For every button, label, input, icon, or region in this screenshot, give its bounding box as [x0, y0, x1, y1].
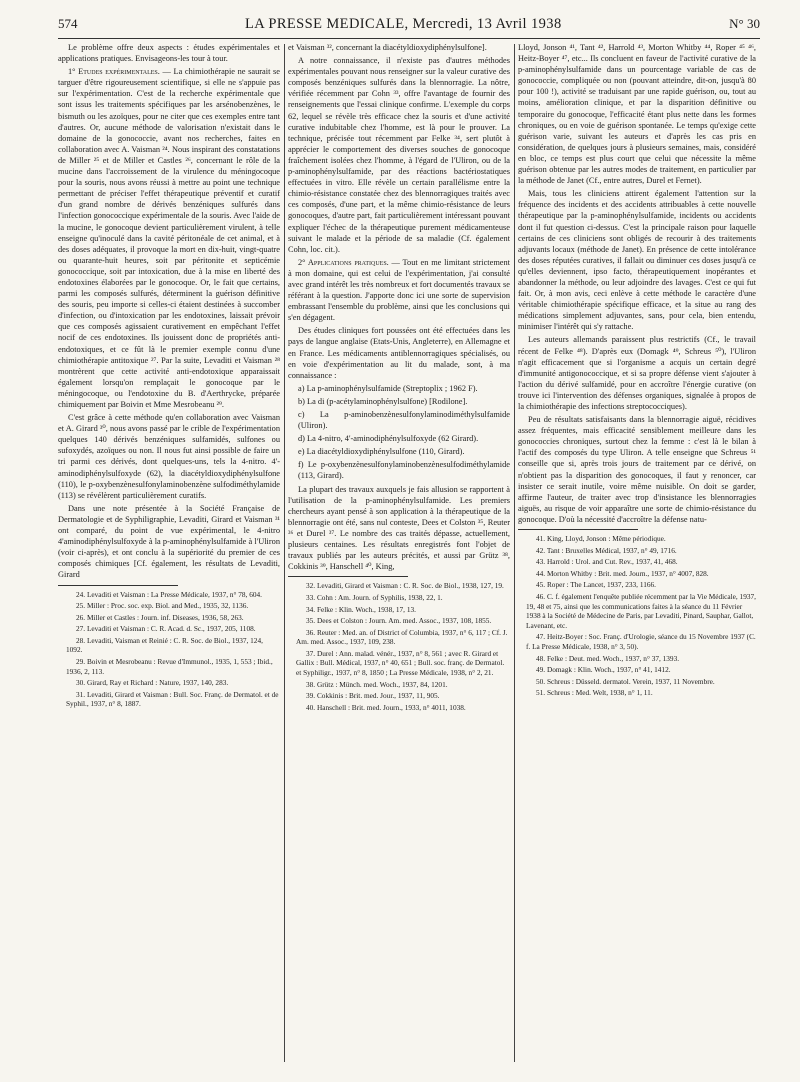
- paragraph: Le problème offre deux aspects : études expérimentales et applications pratiques. Envisageons-les tour à tour.: [58, 43, 280, 64]
- list-item: b) La di (p-acétylaminophénylsulfone) [Rodilone].: [298, 396, 468, 406]
- footnote-rule: [58, 585, 178, 586]
- paragraph: Les auteurs allemands paraissent plus restrictifs (Cf., le travail récent de Felke ⁴⁸). D'après eux (Domagk ⁴⁹, Schreus ⁵⁰), l'Uliron n'agit efficacement que si l'organisme a acquis un certain degré d'immunité antigonococcique, et si sa propre défense vient s'ajouter à l'action du dérivé sulfamidé, pour en accroître l'énergie curative (on trouve ici l'intervention des défenses organiques, signalée à propos de la chimiothérapie des infections streptococciques).: [518, 335, 756, 411]
- footnote: 29. Boivin et Mesrobeanu : Revue d'Immunol., 1935, 1, 553 ; Ibid., 1936, 2, 113.: [66, 657, 273, 676]
- footnote-rule: [518, 529, 638, 530]
- footnotes: [288, 581, 510, 712]
- journal-title: LA PRESSE MEDICALE, Mercredi, 13 Avril 1938: [245, 16, 562, 32]
- footnote: 32. Levaditi, Girard et Vaisman : C. R. Soc. de Biol., 1938, 127, 19.: [306, 581, 504, 591]
- footnote: 25. Miller : Proc. soc. exp. Biol. and Med., 1935, 32, 1136.: [76, 601, 249, 611]
- footnote: 40. Hanschell : Brit. med. Journ., 1933, n° 4011, 1038.: [306, 702, 466, 712]
- footnote: 27. Levaditi et Vaisman : C. R. Acad. d. Sc., 1937, 205, 1108.: [76, 624, 256, 634]
- paragraph: Dans une note présentée à la Société Française de Dermatologie et de Syphiligraphie, Levaditi, Girard et Vaisman ³¹ ont comparé, du point de vue expérimental, le 4-nitro 4'aminodiphénylsulfoxyde à la p-aminophénylsulfamide à l'Uliron (voir ci-après), et ont conclu à la supériorité du premier de ces composés chimiques [Cf. également, les résultats de Levaditi, Girard: [58, 503, 280, 580]
- column-divider: [284, 44, 285, 1062]
- paragraph: et Vaisman ³², concernant la diacétyldioxydiphénylsulfone].: [288, 43, 487, 52]
- column-3: [518, 42, 756, 700]
- paragraph: Mais, tous les cliniciens attirent également l'attention sur la fréquence des incidents et des accidents attribuables à cette nouvelle thérapeutique par la p-aminophénylsulfamide, incidents ou accidents dont il fut question ci-dessus. C'est la principale raison pour laquelle certains de ces cliniciens sont obligés de recourir à des traitements adjuvants locaux (méthode de Janet). En présence de cette intolérance des doses réputées curatives, il fallait ou diminuer ces doses jusqu'à ce qu'elles deviennent, ipso facto, thérapeutiquement inopérantes et abandonner la méthode, ou leur adjoindre des lavages. C'est ce qui fut fait. Or, à mon avis, ceci enlève à cette méthode le caractère d'une véritable chimiothérapie spécifique efficace, et la situe au rang des médications simplement adjuvantes, sans, pour cela, bien entendu, minimiser l'intérêt qui s'y rattache.: [518, 189, 756, 332]
- footnote: 26. Miller et Castles : Journ. inf. Diseases, 1936, 58, 263.: [76, 612, 244, 622]
- footnote: 30. Girard, Ray et Richard : Nature, 1937, 140, 283.: [76, 678, 229, 688]
- page-number: 574: [58, 16, 78, 31]
- footnote: 41. King, Lloyd, Jonson : Même périodique.: [536, 534, 666, 544]
- footnotes: [58, 590, 280, 710]
- section-heading: 2° Applications pratiques.: [298, 257, 389, 267]
- footnote: 36. Reuter : Med. an. of District of Columbia, 1937, n° 6, 117 ; Cf. J. Am. med. Assoc., 1937, 109, 238.: [296, 627, 508, 647]
- list-item: f) Le p-oxybenzènesulfonylaminobenzènesulfodiméthylamide (113, Girard).: [298, 460, 510, 481]
- column-2: [288, 42, 510, 714]
- paragraph: Peu de résultats satisfaisants dans la blennorragie aiguë, récidives assez fréquentes, mais efficacité sensiblement meilleure dans les gonococcies chroniques, surtout chez la femme : c'est là le bilan à l'actif des composés du type Uliron. A telle enseigne que Schreus ⁵¹ conseille que si, après trois jours de traitement par ce dérivé, on n'obtient pas la disparition des gonocoques, il faut y renoncer, car insister ce serait inutile, voire même nuisible. On doit se garder, affirme l'auteur, de traiter avec trop d'insistance les blennorragies aiguës, au risque de voir apparaître une sorte de chimio-résistance du gonocoque. D'où la nécessité d'accroître la défense natu-: [518, 415, 756, 524]
- column-divider: [514, 44, 515, 1062]
- paragraph: [58, 66, 280, 410]
- footnote: 38. Grütz : Münch. med. Woch., 1937, 84, 1201.: [306, 679, 448, 689]
- footnotes: [518, 534, 756, 698]
- footnote: 31. Levaditi, Girard et Vaisman : Bull. Soc. Franç. de Dermatol. et de Syphil., 1937, n° 8, 1887.: [66, 689, 279, 709]
- footnote: 35. Dees et Colston : Journ. Am. med. Assoc., 1937, 108, 1855.: [306, 616, 492, 626]
- list-item: d) La 4-nitro, 4'-aminodiphénylsulfoxyde (62 Girard).: [298, 434, 479, 444]
- footnote: 42. Tant : Bruxelles Médical, 1937, n° 49, 1716.: [536, 545, 677, 555]
- list-item: c) La p-aminobenzènesulfonylaminodiméthylsulfamide (Uliron).: [298, 410, 510, 431]
- footnote: 28. Levaditi, Vaisman et Reinié : C. R. Soc. de Biol., 1937, 124, 1092.: [66, 635, 263, 655]
- column-1: [58, 42, 280, 711]
- paragraph: C'est grâce à cette méthode qu'en collaboration avec Vaisman et A. Girard ³⁰, nous avons passé par le crible de l'expérimentation quelques 140 dérivés benzéniques sulfamidés, sulfones ou sufoxydés, azoïques ou non. Il nous fut ainsi possible de faire un tri parmi ces dérivés, dont quelques-uns, tels la 4-nitro. 4'-aminodiphénylsulfoxyde (62), la diacétyldioxydiphénylsulfone (110), le p-oxybenzènesulfonylaminobenzène sulfodiméthylamide (113) se révélèrent particulièrement curatifs.: [58, 413, 280, 500]
- footnote: 44. Morton Whitby : Brit. med. Journ., 1937, n° 4007, 828.: [536, 568, 709, 578]
- paragraph: A notre connaissance, il n'existe pas d'autres méthodes expérimentales pouvant nous renseigner sur la valeur curative des composés benzéniques sulfurés dans la blennorragie. La nôtre, vérifiée récemment par Cohn ³³, offre l'avantage de fournir des renseignements que l'essai clinique confirme. L'exemple du corps 62, lequel se révèle très efficace chez la souris et d'une activité curative indubitable chez l'homme, est là pour le prouver. La technique, précisée tout récemment par Felke ³⁴, sert plutôt à apprécier le comportement des diverses souches de gonocoque fraîchement isolées chez l'homme, à l'égard de l'Uliron, ou de la p-aminophénylsulfamide, par des réactions bactériostatiques effectuées in vitro. Elle révèle un certain parallélisme entre la chimio-résistance constatée chez des blennorragiques traités avec ces composés, d'une part, et la même chimio-résistance de leurs gonocoques, d'autre part, fait particulièrement intéressant pouvant expliquer l'échec de la thérapeutique purement médicamenteuse suivant le malade et la période de sa maladie (Cf. également Cohn, loc. cit.).: [288, 56, 510, 254]
- footnote: 47. Heitz-Boyer : Soc. Franç. d'Urologie, séance du 15 Novembre 1937 (C. f. La Presse Médicale, 1938, n° 3, 50).: [526, 632, 756, 651]
- paragraph: La plupart des travaux auxquels je fais allusion se rapportent à l'utilisation de la p-aminophénylsulfamide. Les premiers chercheurs ayant pensé à son application à la thérapeutique de la blennorragie ont été, sans nul conteste, Dees et Colston ³⁵, Reuter ³⁶ et Durel ³⁷. Le nombre des cas traités dépasse, actuellement, plusieurs centaines. Les résultats enregistrés font l'objet de travaux publiés par les auteurs précités, et aussi par Grütz ³⁸, Cokkinis ³⁹, Hanschell ⁴⁰, King,: [288, 484, 510, 572]
- paragraph-text: — La chimiothérapie ne saurait se targuer d'être rigoureusement scientifique, si elle ne s'appuie pas sur l'expérimentation. C'est de la recherche expérimentale que sont issus les traitements spécifiques par les arsénobenzènes, le bismuth ou les azoïques, pour ne citer que ces exemples entre tant d'autres. Or, aucune méthode de valorisation n'existait dans le domaine de la gonococcie, avant nos recherches, faites en collaboration avec A. Vaisman ²⁴. Nous inspirant des constatations de Miller ²⁵ et de Miller et Castles ²⁶, concernant le rôle de la mucine dans l'accroissement de la virulence du méningocoque pour la souris, nous avons réussi à mettre au point une technique permettant de préciser l'effet thérapeutique préventif et curatif d'un grand nombre de dérivés benzéniques sulfurés dans l'infection gonococcique expérimentale de la souris. Avec l'aide de la mucine, le gonocoque devient particulièrement virulent, à telle enseigne qu'inoculé dans la cavité péritonéale de cet animal, et à des doses adéquates, il provoque la mort en dix-huit, vingt-quatre ou quarante-huit heures, soit par péritonite et septicémie gonococcique, soit par intoxication, due à la mise en liberté des endotoxines élaborées par le gonocoque. Or, le fait que certains, parmi les composés sulfurés, déterminent la guérison définitive des souris, peu importe si celles-ci étaient destinées à succomber d'infection, ou d'intoxication par les endotoxines, laissait prévoir que ces composés agissaient curativement en empêchant l'effet nocif de ces endotoxines. Ils jouissent donc de propriétés anti-endotoxiques, et ce fût là le premier exemple connu d'une chimiothérapie antitoxique ²⁷. Par la suite, Levaditi et Vaisman ²⁸ montrèrent que cette activité anti-endotoxique apparaissait également lorsqu'on remplaçait le gonocoque par le méningocoque, ou l'endotoxine du B. d'Aerthrycke, préparée chimiquement par Boivin et Mme Mesrobeanu ²⁹.: [58, 67, 280, 409]
- footnote: 24. Levaditi et Vaisman : La Presse Médicale, 1937, n° 78, 604.: [76, 589, 262, 599]
- paragraph: Lloyd, Jonson ⁴¹, Tant ⁴², Harrold ⁴³, Morton Whitby ⁴⁴, Roper ⁴⁵ ⁴⁶, Heitz-Boyer ⁴⁷, etc... Ils concluent en faveur de l'activité curative de la p-aminophénylsulfamide dans un pourcentage variable de cas de gonococcie, compliquée ou non (pouvant atteindre, dit-on, jusqu'à 80 pour 100 !), activité se traduisant par une rapide guérison, ou, tout au moins, amélioration clinique, et par la disparition définitive ou temporaire du gonocoque, l'efficacité étant plus nette dans les formes chroniques, ou en voie de guérison spontanée. Le temps qu'exige cette guérison varie, suivant les auteurs et d'après les cas pris en considération, de quelques jours à plusieurs semaines, mais, considéré en bloc, ce temps est plus court que celui que nécessite la même guérison obtenue par les autres modes de traitement, en particulier par la méthode de Janet (Cf., entre autres, Durel et Fernet).: [518, 43, 756, 186]
- paragraph-text: — Tout en me limitant strictement à mon domaine, qui est celui de l'expérimentation, j'ai consulté avec grand intérêt les très nombreux et fort documentés travaux se référant à la question. J'apporte donc ici une sorte de supervision embrassant l'ensemble du problème, ainsi que les conclusions qui s'en dégagent.: [288, 257, 510, 323]
- paragraph: Des études cliniques fort poussées ont été effectuées dans les pays de langue anglaise (Etats-Unis, Angleterre), en Allemagne et en France. Les médicaments antiblennorragiques spécialisés, ou en voie d'expérimentation au lit du malade, sont, à ma connaissance :: [288, 326, 510, 380]
- footnote: 45. Roper : The Lancet, 1937, 233, 1166.: [536, 580, 656, 590]
- list-item: e) La diacétyldioxydiphénylsulfone (110, Girard).: [298, 447, 465, 457]
- footnote: 49. Domagk : Klin. Woch., 1937, n° 41, 1412.: [536, 665, 671, 675]
- footnote: 39. Cokkinis : Brit. med. Jour., 1937, 11, 905.: [306, 691, 440, 701]
- section-heading: 1° Etudes expérimentales.: [68, 67, 160, 77]
- footnote: 51. Schreus : Med. Welt, 1938, n° 1, 11.: [536, 688, 653, 698]
- footnote: 34. Felke : Klin. Woch., 1938, 17, 13.: [306, 604, 416, 614]
- list-item: a) La p-aminophénylsulfamide (Streptoplix ; 1962 F).: [298, 383, 478, 393]
- footnote: 33. Cohn : Am. Journ. of Syphilis, 1938, 22, 1.: [306, 592, 443, 602]
- footnote: 48. Felke : Deut. med. Woch., 1937, n° 37, 1393.: [536, 653, 680, 663]
- issue-number: N° 30: [729, 16, 760, 31]
- paragraph: [288, 257, 510, 324]
- footnote-rule: [288, 576, 408, 577]
- page-header: [58, 16, 760, 39]
- footnote: 46. C. f. également l'enquête publiée récemment par la Vie Médicale, 1937, 19, 48 et 75, ainsi que les communications faites à la séance du 11 Février 1938 à la Société de Médecine de Paris, par Levaditi, Pinard, Sauphar, Gallot, Lavenant, etc.: [526, 592, 756, 630]
- footnote: 37. Durel : Ann. malad. vénér., 1937, n° 8, 561 ; avec R. Girard et Gallix : Bull. Médical, 1937, n° 40, 651 ; Bull. soc. franç. de Dermatol. et Syphiligr., 1937, n° 8, 1850 ; La Presse Médicale, 1938, n° 2, 21.: [296, 648, 505, 678]
- footnote: 50. Schreus : Düsseld. dermatol. Verein, 1937, 11 Novembre.: [536, 676, 715, 686]
- footnote: 43. Harrold : Urol. and Cut. Rev., 1937, 41, 468.: [536, 557, 678, 567]
